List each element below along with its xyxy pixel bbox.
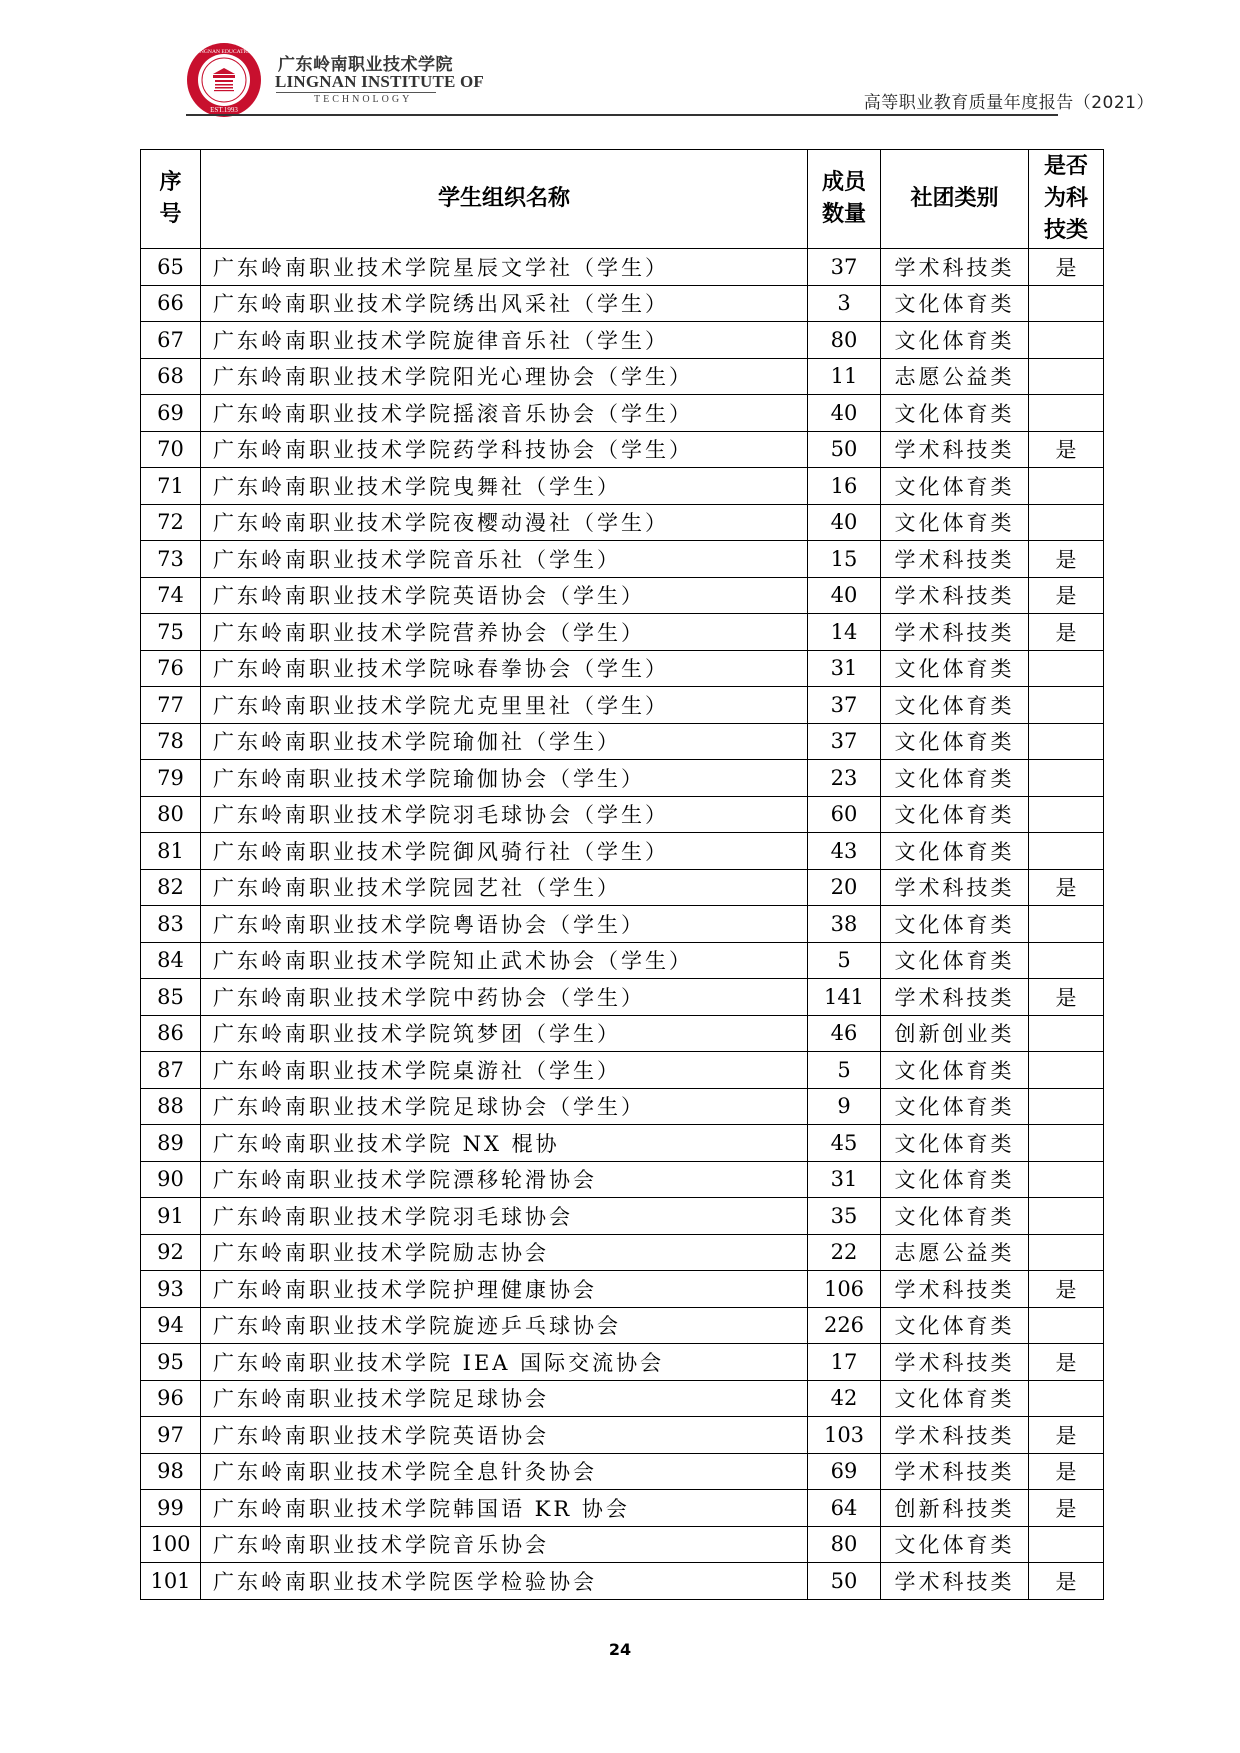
table-row: [141, 796, 1104, 833]
cell-count: 5: [808, 1052, 881, 1089]
school-name-en-2: TECHNOLOGY: [314, 94, 413, 105]
cell-type: 学术科技类: [881, 1417, 1029, 1454]
table-row: [141, 577, 1104, 614]
table-row: [141, 1526, 1104, 1563]
cell-tech: 是: [1029, 614, 1104, 651]
cell-tech: 是: [1029, 431, 1104, 468]
cell-name: 广东岭南职业技术学院旋律音乐社（学生）: [201, 322, 808, 359]
cell-type: 文化体育类: [881, 468, 1029, 505]
cell-tech: [1029, 1380, 1104, 1417]
cell-name: 广东岭南职业技术学院音乐协会: [201, 1526, 808, 1563]
cell-no: 88: [141, 1088, 201, 1125]
cell-tech: 是: [1029, 1417, 1104, 1454]
cell-count: 69: [808, 1453, 881, 1490]
table-row: [141, 614, 1104, 651]
cell-no: 67: [141, 322, 201, 359]
cell-count: 37: [808, 687, 881, 724]
table-row: [141, 1490, 1104, 1527]
cell-tech: 是: [1029, 869, 1104, 906]
cell-count: 11: [808, 358, 881, 395]
table-row: [141, 504, 1104, 541]
cell-count: 17: [808, 1344, 881, 1381]
cell-count: 16: [808, 468, 881, 505]
cell-count: 80: [808, 322, 881, 359]
table-row: [141, 395, 1104, 432]
table-row: [141, 1271, 1104, 1308]
table-row: [141, 1015, 1104, 1052]
cell-no: 96: [141, 1380, 201, 1417]
cell-type: 文化体育类: [881, 504, 1029, 541]
cell-name: 广东岭南职业技术学院御风骑行社（学生）: [201, 833, 808, 870]
cell-count: 37: [808, 723, 881, 760]
cell-count: 9: [808, 1088, 881, 1125]
cell-tech: 是: [1029, 1453, 1104, 1490]
table-row: [141, 1234, 1104, 1271]
cell-tech: 是: [1029, 979, 1104, 1016]
cell-type: 文化体育类: [881, 760, 1029, 797]
header-name: 学生组织名称: [201, 150, 808, 249]
cell-no: 98: [141, 1453, 201, 1490]
table-row: [141, 358, 1104, 395]
cell-tech: [1029, 723, 1104, 760]
cell-type: 文化体育类: [881, 322, 1029, 359]
school-name-en: LINGNAN INSTITUTE OF: [275, 72, 484, 91]
cell-count: 45: [808, 1125, 881, 1162]
header-tech: 是否 为科 技类: [1029, 150, 1104, 249]
school-logo-icon: [186, 42, 262, 118]
cell-count: 15: [808, 541, 881, 578]
cell-tech: [1029, 906, 1104, 943]
cell-name: 广东岭南职业技术学院 NX 棍协: [201, 1125, 808, 1162]
cell-type: 学术科技类: [881, 1271, 1029, 1308]
table-row: [141, 723, 1104, 760]
cell-type: 志愿公益类: [881, 358, 1029, 395]
cell-tech: [1029, 1526, 1104, 1563]
header-name-divider: [276, 92, 436, 93]
cell-name: 广东岭南职业技术学院英语协会: [201, 1417, 808, 1454]
cell-no: 76: [141, 650, 201, 687]
cell-count: 3: [808, 285, 881, 322]
cell-name: 广东岭南职业技术学院桌游社（学生）: [201, 1052, 808, 1089]
cell-tech: 是: [1029, 1490, 1104, 1527]
cell-name: 广东岭南职业技术学院英语协会（学生）: [201, 577, 808, 614]
cell-tech: 是: [1029, 541, 1104, 578]
cell-name: 广东岭南职业技术学院医学检验协会: [201, 1563, 808, 1600]
cell-type: 文化体育类: [881, 833, 1029, 870]
cell-count: 64: [808, 1490, 881, 1527]
cell-type: 文化体育类: [881, 906, 1029, 943]
cell-count: 42: [808, 1380, 881, 1417]
cell-name: 广东岭南职业技术学院绣出风采社（学生）: [201, 285, 808, 322]
table-row: [141, 760, 1104, 797]
cell-type: 学术科技类: [881, 1344, 1029, 1381]
cell-type: 文化体育类: [881, 687, 1029, 724]
cell-count: 40: [808, 395, 881, 432]
cell-name: 广东岭南职业技术学院阳光心理协会（学生）: [201, 358, 808, 395]
cell-no: 79: [141, 760, 201, 797]
cell-tech: [1029, 322, 1104, 359]
cell-name: 广东岭南职业技术学院足球协会: [201, 1380, 808, 1417]
header-divider: [186, 114, 1058, 116]
cell-name: 广东岭南职业技术学院粤语协会（学生）: [201, 906, 808, 943]
cell-no: 66: [141, 285, 201, 322]
table-row: [141, 468, 1104, 505]
cell-name: 广东岭南职业技术学院瑜伽社（学生）: [201, 723, 808, 760]
cell-type: 文化体育类: [881, 1198, 1029, 1235]
cell-tech: [1029, 687, 1104, 724]
cell-no: 83: [141, 906, 201, 943]
table-row: [141, 869, 1104, 906]
table-row: [141, 1088, 1104, 1125]
cell-name: 广东岭南职业技术学院护理健康协会: [201, 1271, 808, 1308]
cell-type: 创新创业类: [881, 1015, 1029, 1052]
cell-no: 84: [141, 942, 201, 979]
table-row: [141, 1344, 1104, 1381]
cell-count: 226: [808, 1307, 881, 1344]
cell-tech: 是: [1029, 249, 1104, 286]
cell-type: 文化体育类: [881, 1052, 1029, 1089]
cell-count: 22: [808, 1234, 881, 1271]
cell-tech: [1029, 468, 1104, 505]
table-row: [141, 906, 1104, 943]
table-row: [141, 431, 1104, 468]
cell-count: 103: [808, 1417, 881, 1454]
cell-name: 广东岭南职业技术学院羽毛球协会（学生）: [201, 796, 808, 833]
cell-count: 14: [808, 614, 881, 651]
cell-type: 学术科技类: [881, 614, 1029, 651]
cell-name: 广东岭南职业技术学院漂移轮滑协会: [201, 1161, 808, 1198]
cell-name: 广东岭南职业技术学院园艺社（学生）: [201, 869, 808, 906]
cell-name: 广东岭南职业技术学院咏春拳协会（学生）: [201, 650, 808, 687]
cell-no: 87: [141, 1052, 201, 1089]
table-header-row: [141, 150, 1104, 249]
cell-tech: [1029, 1307, 1104, 1344]
cell-type: 学术科技类: [881, 431, 1029, 468]
cell-name: 广东岭南职业技术学院韩国语 KR 协会: [201, 1490, 808, 1527]
cell-tech: 是: [1029, 1344, 1104, 1381]
cell-no: 85: [141, 979, 201, 1016]
cell-name: 广东岭南职业技术学院曳舞社（学生）: [201, 468, 808, 505]
cell-count: 37: [808, 249, 881, 286]
cell-count: 46: [808, 1015, 881, 1052]
cell-tech: 是: [1029, 1271, 1104, 1308]
cell-tech: [1029, 1161, 1104, 1198]
cell-name: 广东岭南职业技术学院摇滚音乐协会（学生）: [201, 395, 808, 432]
cell-type: 学术科技类: [881, 869, 1029, 906]
cell-count: 40: [808, 577, 881, 614]
table-row: [141, 687, 1104, 724]
svg-text:EST.1993: EST.1993: [210, 106, 238, 114]
cell-count: 23: [808, 760, 881, 797]
cell-tech: 是: [1029, 1563, 1104, 1600]
cell-no: 86: [141, 1015, 201, 1052]
cell-count: 20: [808, 869, 881, 906]
student-organizations-table: [140, 149, 1104, 1600]
table-row: [141, 322, 1104, 359]
cell-no: 69: [141, 395, 201, 432]
table-row: [141, 1563, 1104, 1600]
cell-no: 95: [141, 1344, 201, 1381]
cell-type: 文化体育类: [881, 796, 1029, 833]
cell-name: 广东岭南职业技术学院旋迹乒乓球协会: [201, 1307, 808, 1344]
cell-count: 5: [808, 942, 881, 979]
cell-count: 141: [808, 979, 881, 1016]
cell-count: 43: [808, 833, 881, 870]
table-row: [141, 1417, 1104, 1454]
table-row: [141, 833, 1104, 870]
cell-type: 学术科技类: [881, 249, 1029, 286]
header-count: 成员 数量: [808, 150, 881, 249]
header-type: 社团类别: [881, 150, 1029, 249]
cell-name: 广东岭南职业技术学院知止武术协会（学生）: [201, 942, 808, 979]
cell-tech: [1029, 285, 1104, 322]
cell-no: 99: [141, 1490, 201, 1527]
cell-count: 80: [808, 1526, 881, 1563]
cell-tech: [1029, 395, 1104, 432]
cell-name: 广东岭南职业技术学院全息针灸协会: [201, 1453, 808, 1490]
cell-type: 文化体育类: [881, 1526, 1029, 1563]
cell-no: 80: [141, 796, 201, 833]
cell-no: 70: [141, 431, 201, 468]
cell-type: 文化体育类: [881, 1380, 1029, 1417]
table-row: [141, 1198, 1104, 1235]
table-row: [141, 1052, 1104, 1089]
table-row: [141, 1380, 1104, 1417]
table-row: [141, 285, 1104, 322]
cell-no: 73: [141, 541, 201, 578]
cell-no: 65: [141, 249, 201, 286]
cell-tech: [1029, 942, 1104, 979]
cell-type: 文化体育类: [881, 650, 1029, 687]
cell-count: 50: [808, 431, 881, 468]
cell-no: 72: [141, 504, 201, 541]
table-row: [141, 979, 1104, 1016]
cell-count: 31: [808, 1161, 881, 1198]
table-row: [141, 942, 1104, 979]
cell-no: 77: [141, 687, 201, 724]
cell-name: 广东岭南职业技术学院 IEA 国际交流协会: [201, 1344, 808, 1381]
cell-count: 31: [808, 650, 881, 687]
cell-no: 71: [141, 468, 201, 505]
report-title: 高等职业教育质量年度报告（2021）: [863, 93, 1154, 113]
cell-tech: [1029, 1052, 1104, 1089]
cell-type: 学术科技类: [881, 979, 1029, 1016]
cell-type: 学术科技类: [881, 1563, 1029, 1600]
table-row: [141, 650, 1104, 687]
cell-no: 81: [141, 833, 201, 870]
cell-count: 50: [808, 1563, 881, 1600]
cell-no: 100: [141, 1526, 201, 1563]
page-number: 24: [608, 1640, 632, 1659]
cell-tech: [1029, 833, 1104, 870]
cell-name: 广东岭南职业技术学院音乐社（学生）: [201, 541, 808, 578]
table-row: [141, 541, 1104, 578]
cell-tech: [1029, 504, 1104, 541]
cell-type: 文化体育类: [881, 1161, 1029, 1198]
cell-name: 广东岭南职业技术学院夜樱动漫社（学生）: [201, 504, 808, 541]
cell-tech: [1029, 1015, 1104, 1052]
table-row: [141, 1307, 1104, 1344]
cell-name: 广东岭南职业技术学院励志协会: [201, 1234, 808, 1271]
header-no: 序 号: [141, 150, 201, 249]
school-name-cn: 广东岭南职业技术学院: [278, 55, 453, 75]
cell-no: 101: [141, 1563, 201, 1600]
cell-tech: [1029, 1234, 1104, 1271]
cell-tech: [1029, 1125, 1104, 1162]
cell-count: 106: [808, 1271, 881, 1308]
cell-name: 广东岭南职业技术学院羽毛球协会: [201, 1198, 808, 1235]
cell-tech: [1029, 650, 1104, 687]
table-row: [141, 1453, 1104, 1490]
table-row: [141, 1125, 1104, 1162]
cell-no: 74: [141, 577, 201, 614]
cell-type: 创新科技类: [881, 1490, 1029, 1527]
cell-name: 广东岭南职业技术学院营养协会（学生）: [201, 614, 808, 651]
cell-no: 91: [141, 1198, 201, 1235]
cell-no: 92: [141, 1234, 201, 1271]
cell-type: 文化体育类: [881, 1125, 1029, 1162]
cell-name: 广东岭南职业技术学院尤克里里社（学生）: [201, 687, 808, 724]
cell-type: 文化体育类: [881, 942, 1029, 979]
cell-count: 40: [808, 504, 881, 541]
cell-name: 广东岭南职业技术学院筑梦团（学生）: [201, 1015, 808, 1052]
cell-no: 82: [141, 869, 201, 906]
table-row: [141, 1161, 1104, 1198]
cell-count: 38: [808, 906, 881, 943]
table-row: [141, 249, 1104, 286]
cell-type: 文化体育类: [881, 285, 1029, 322]
cell-no: 68: [141, 358, 201, 395]
cell-tech: [1029, 760, 1104, 797]
cell-count: 60: [808, 796, 881, 833]
cell-type: 文化体育类: [881, 723, 1029, 760]
cell-tech: [1029, 358, 1104, 395]
cell-tech: [1029, 1088, 1104, 1125]
cell-no: 94: [141, 1307, 201, 1344]
cell-type: 文化体育类: [881, 1307, 1029, 1344]
cell-type: 学术科技类: [881, 577, 1029, 614]
cell-name: 广东岭南职业技术学院星辰文学社（学生）: [201, 249, 808, 286]
cell-count: 35: [808, 1198, 881, 1235]
cell-name: 广东岭南职业技术学院中药协会（学生）: [201, 979, 808, 1016]
cell-tech: [1029, 796, 1104, 833]
cell-type: 文化体育类: [881, 1088, 1029, 1125]
cell-type: 学术科技类: [881, 541, 1029, 578]
cell-name: 广东岭南职业技术学院药学科技协会（学生）: [201, 431, 808, 468]
cell-no: 93: [141, 1271, 201, 1308]
cell-no: 97: [141, 1417, 201, 1454]
cell-no: 75: [141, 614, 201, 651]
cell-name: 广东岭南职业技术学院足球协会（学生）: [201, 1088, 808, 1125]
cell-name: 广东岭南职业技术学院瑜伽协会（学生）: [201, 760, 808, 797]
svg-text:LINGNAN EDUCATION: LINGNAN EDUCATION: [194, 49, 254, 55]
cell-tech: [1029, 1198, 1104, 1235]
cell-no: 90: [141, 1161, 201, 1198]
cell-type: 文化体育类: [881, 395, 1029, 432]
cell-type: 学术科技类: [881, 1453, 1029, 1490]
cell-tech: 是: [1029, 577, 1104, 614]
cell-no: 89: [141, 1125, 201, 1162]
cell-no: 78: [141, 723, 201, 760]
cell-type: 志愿公益类: [881, 1234, 1029, 1271]
